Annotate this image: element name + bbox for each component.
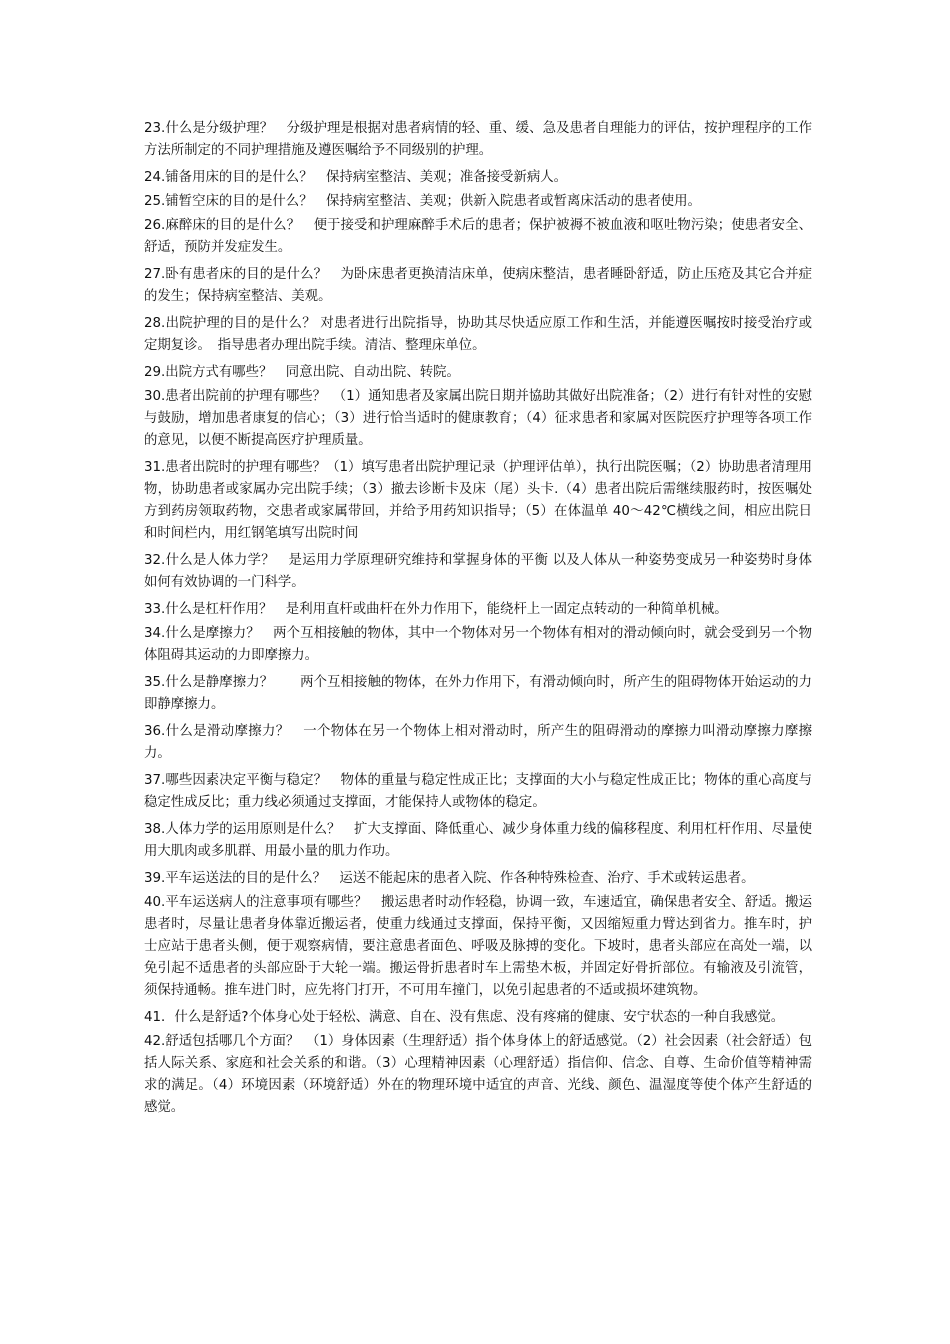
qa-item-23: 23.什么是分级护理？ 分级护理是根据对患者病情的轻、重、缓、急及患者自理能力的评估，按护理程序的工作方法所制定的不同护理措施及遵医嘱给予不同级别的护理。 — [144, 121, 812, 158]
qa-item-25: 25.铺暂空床的目的是什么？ 保持病室整洁、美观；供新入院患者或暂离床活动的患者使用。 — [144, 194, 701, 209]
qa-item-36: 36.什么是滑动摩擦力？ 一个物体在另一个物体上相对滑动时，所产生的阻碍滑动的摩擦力叫滑动摩擦力摩擦力。 — [144, 724, 812, 761]
qa-item-34: 34.什么是摩擦力？ 两个互相接触的物体，其中一个物体对另一个物体有相对的滑动倾向时，就会受到另一个物体阻碍其运动的力即摩擦力。 — [144, 626, 812, 663]
qa-item-38: 38.人体力学的运用原则是什么？ 扩大支撑面、降低重心、减少身体重力线的偏移程度、利用杠杆作用、尽量使用大肌肉或多肌群、用最小量的肌力作功。 — [144, 822, 812, 859]
qa-item-33: 33.什么是杠杆作用？ 是利用直杆或曲杆在外力作用下，能绕杆上一固定点转动的一种简单机械。 — [144, 602, 728, 617]
qa-item-26: 26.麻醉床的目的是什么？ 便于接受和护理麻醉手术后的患者；保护被褥不被血液和呕吐物污染；使患者安全、舒适，预防并发症发生。 — [144, 218, 812, 255]
qa-item-42: 42.舒适包括哪几个方面？ （1）身体因素（生理舒适）指个体身体上的舒适感觉。（2）社会因素（社会舒适）包括人际关系、家庭和社会关系的和谐。（3）心理精神因素（心理舒适）指信仰、信念、自尊、生命价值等精神需求的满足。（4）环境因素（环境舒适）外在的物理环境中适宜的声音、光线、颜色、温湿度等使个体产生舒适的感觉。 — [144, 1034, 812, 1115]
qa-item-39: 39.平车运送法的目的是什么？ 运送不能起床的患者入院、作各种特殊检查、治疗、手术或转运患者。 — [144, 871, 755, 886]
qa-item-24: 24.铺备用床的目的是什么？ 保持病室整洁、美观；准备接受新病人。 — [144, 170, 568, 185]
qa-item-30: 30.患者出院前的护理有哪些？ （1）通知患者及家属出院日期并協助其做好出院准备；（2）进行有针对性的安慰与鼓励，增加患者康复的信心；（3）进行恰当适时的健康教育；（4）征求患者和家属对医院医疗护理等各项工作的意见，以便不断提高医疗护理质量。 — [144, 389, 812, 448]
qa-item-29: 29.出院方式有哪些？ 同意出院、自动出院、转院。 — [144, 365, 460, 380]
qa-item-41: 41．什么是舒适?个体身心处于轻松、满意、自在、没有焦虑、没有疼痛的健康、安宁状态的一种自我感觉。 — [144, 1010, 785, 1025]
qa-item-37: 37.哪些因素决定平衡与稳定？ 物体的重量与稳定性成正比；支撑面的大小与稳定性成正比；物体的重心高度与稳定性成反比；重力线必须通过支撑面，才能保持人或物体的稳定。 — [144, 773, 812, 810]
qa-item-35: 35.什么是静摩擦力？ 两个互相接触的物体，在外力作用下，有滑动倾向时，所产生的阻碍物体开始运动的力即静摩擦力。 — [144, 675, 812, 712]
document-body — [144, 118, 812, 1124]
qa-item-32: 32.什么是人体力学？ 是运用力学原理研究维持和掌握身体的平衡 以及人体从一种姿势变成另一种姿势时身体如何有效协调的一门科学。 — [144, 553, 812, 590]
qa-item-40: 40.平车运送病人的注意事项有哪些？ 搬运患者时动作轻稳，协调一致，车速适宜，确保患者安全、舒适。搬运患者时，尽量让患者身体靠近搬运者，使重力线通过支撑面，保持平衡，又因缩短重力臂达到省力。推车时，护士应站于患者头侧，便于观察病情，要注意患者面色、呼吸及脉搏的变化。下坡时，患者头部应在高处一端，以免引起不适患者的头部应卧于大轮一端。搬运骨折患者时车上需垫木板，并固定好骨折部位。有输液及引流管，须保持通畅。推车进门时，应先将门打开，不可用车撞门，以免引起患者的不适或损坏建筑物。 — [144, 895, 812, 998]
qa-item-27: 27.卧有患者床的目的是什么？ 为卧床患者更换清洁床单，使病床整洁，患者睡卧舒适，防止压疮及其它合并症的发生；保持病室整洁、美观。 — [144, 267, 812, 304]
qa-item-31: 31.患者出院时的护理有哪些？（1）填写患者出院护理记录（护理评估单），执行出院医嘱；（2）协助患者清理用物，协助患者或家属办完出院手续；（3）撤去诊断卡及床（尾）头卡.（4）患者出院后需继续服药时，按医嘱处方到药房领取药物，交患者或家属带回，并给予用药知识指导；（5）在体温单 40～42℃横线之间，相应出院日和时间栏内，用红钢笔填写出院时间 — [144, 460, 812, 541]
qa-item-28: 28.出院护理的目的是什么？ 对患者进行出院指导，协助其尽快适应原工作和生活，并能遵医嘱按时接受治疗或定期复诊。 指导患者办理出院手续。清洁、整理床单位。 — [144, 316, 812, 353]
